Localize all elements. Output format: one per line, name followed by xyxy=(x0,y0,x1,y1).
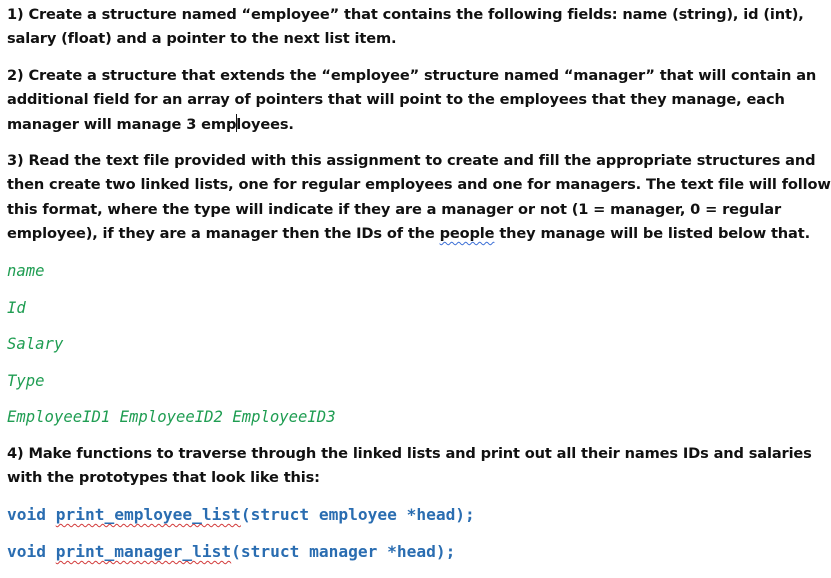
instruction-3-line-2: then create two linked lists, one for regular employees and one for managers. The text file will follow xyxy=(7,176,831,194)
format-salary: Salary xyxy=(7,335,64,353)
instruction-3-line-4-start: employee), if they are a manager then the IDs of the xyxy=(7,225,440,243)
prototype-employee-return-type: void xyxy=(7,505,56,524)
instruction-1-line-2: salary (float) and a pointer to the next list item. xyxy=(7,30,397,48)
prototype-manager-function-name[interactable]: print_manager_list xyxy=(55,542,232,561)
instruction-1 xyxy=(7,3,804,52)
instruction-2 xyxy=(7,64,816,137)
format-name: name xyxy=(7,262,45,280)
format-employee-ids: EmployeeID1 EmployeeID2 EmployeeID3 xyxy=(7,408,336,426)
instruction-2-line-3 xyxy=(7,113,816,137)
instruction-3-line-1: 3) Read the text file provided with this assignment to create and fill the appropriate structures and xyxy=(7,152,816,169)
prototype-manager-return-type: void xyxy=(7,542,56,561)
grammar-flagged-word[interactable]: people xyxy=(439,225,495,243)
prototype-employee-function-name[interactable]: print_employee_list xyxy=(55,505,241,524)
instruction-4 xyxy=(7,442,812,491)
instruction-4-line-1: 4) Make functions to traverse through the linked lists and print out all their names IDs and salaries xyxy=(7,445,812,462)
format-type: Type xyxy=(7,372,45,390)
instruction-2-line-3-start: manager will manage 3 emp xyxy=(7,115,237,133)
instruction-2-line-3-end: loyees. xyxy=(236,115,294,133)
format-id: Id xyxy=(7,299,26,317)
prototype-employee xyxy=(7,504,475,526)
prototype-manager xyxy=(7,541,455,563)
instruction-3-line-3: this format, where the type will indicate if they are a manager or not (1 = manager, 0 = regular xyxy=(7,200,782,218)
instruction-1-line-1: 1) Create a structure named “employee” that contains the following fields: name (string), id (int), xyxy=(7,6,804,23)
instruction-3-line-4-end: they manage will be listed below that. xyxy=(494,225,810,243)
instruction-2-line-2: additional field for an array of pointers that will point to the employees that they manage, each xyxy=(7,91,785,109)
instruction-2-line-1: 2) Create a structure that extends the “employee” structure named “manager” that will contain an xyxy=(7,67,817,84)
instruction-3-line-4 xyxy=(7,222,831,246)
instruction-4-line-2: with the prototypes that look like this: xyxy=(7,469,320,487)
prototype-manager-params: (struct manager *head); xyxy=(231,542,456,561)
prototype-employee-params: (struct employee *head); xyxy=(240,505,475,524)
instruction-3 xyxy=(7,149,831,247)
